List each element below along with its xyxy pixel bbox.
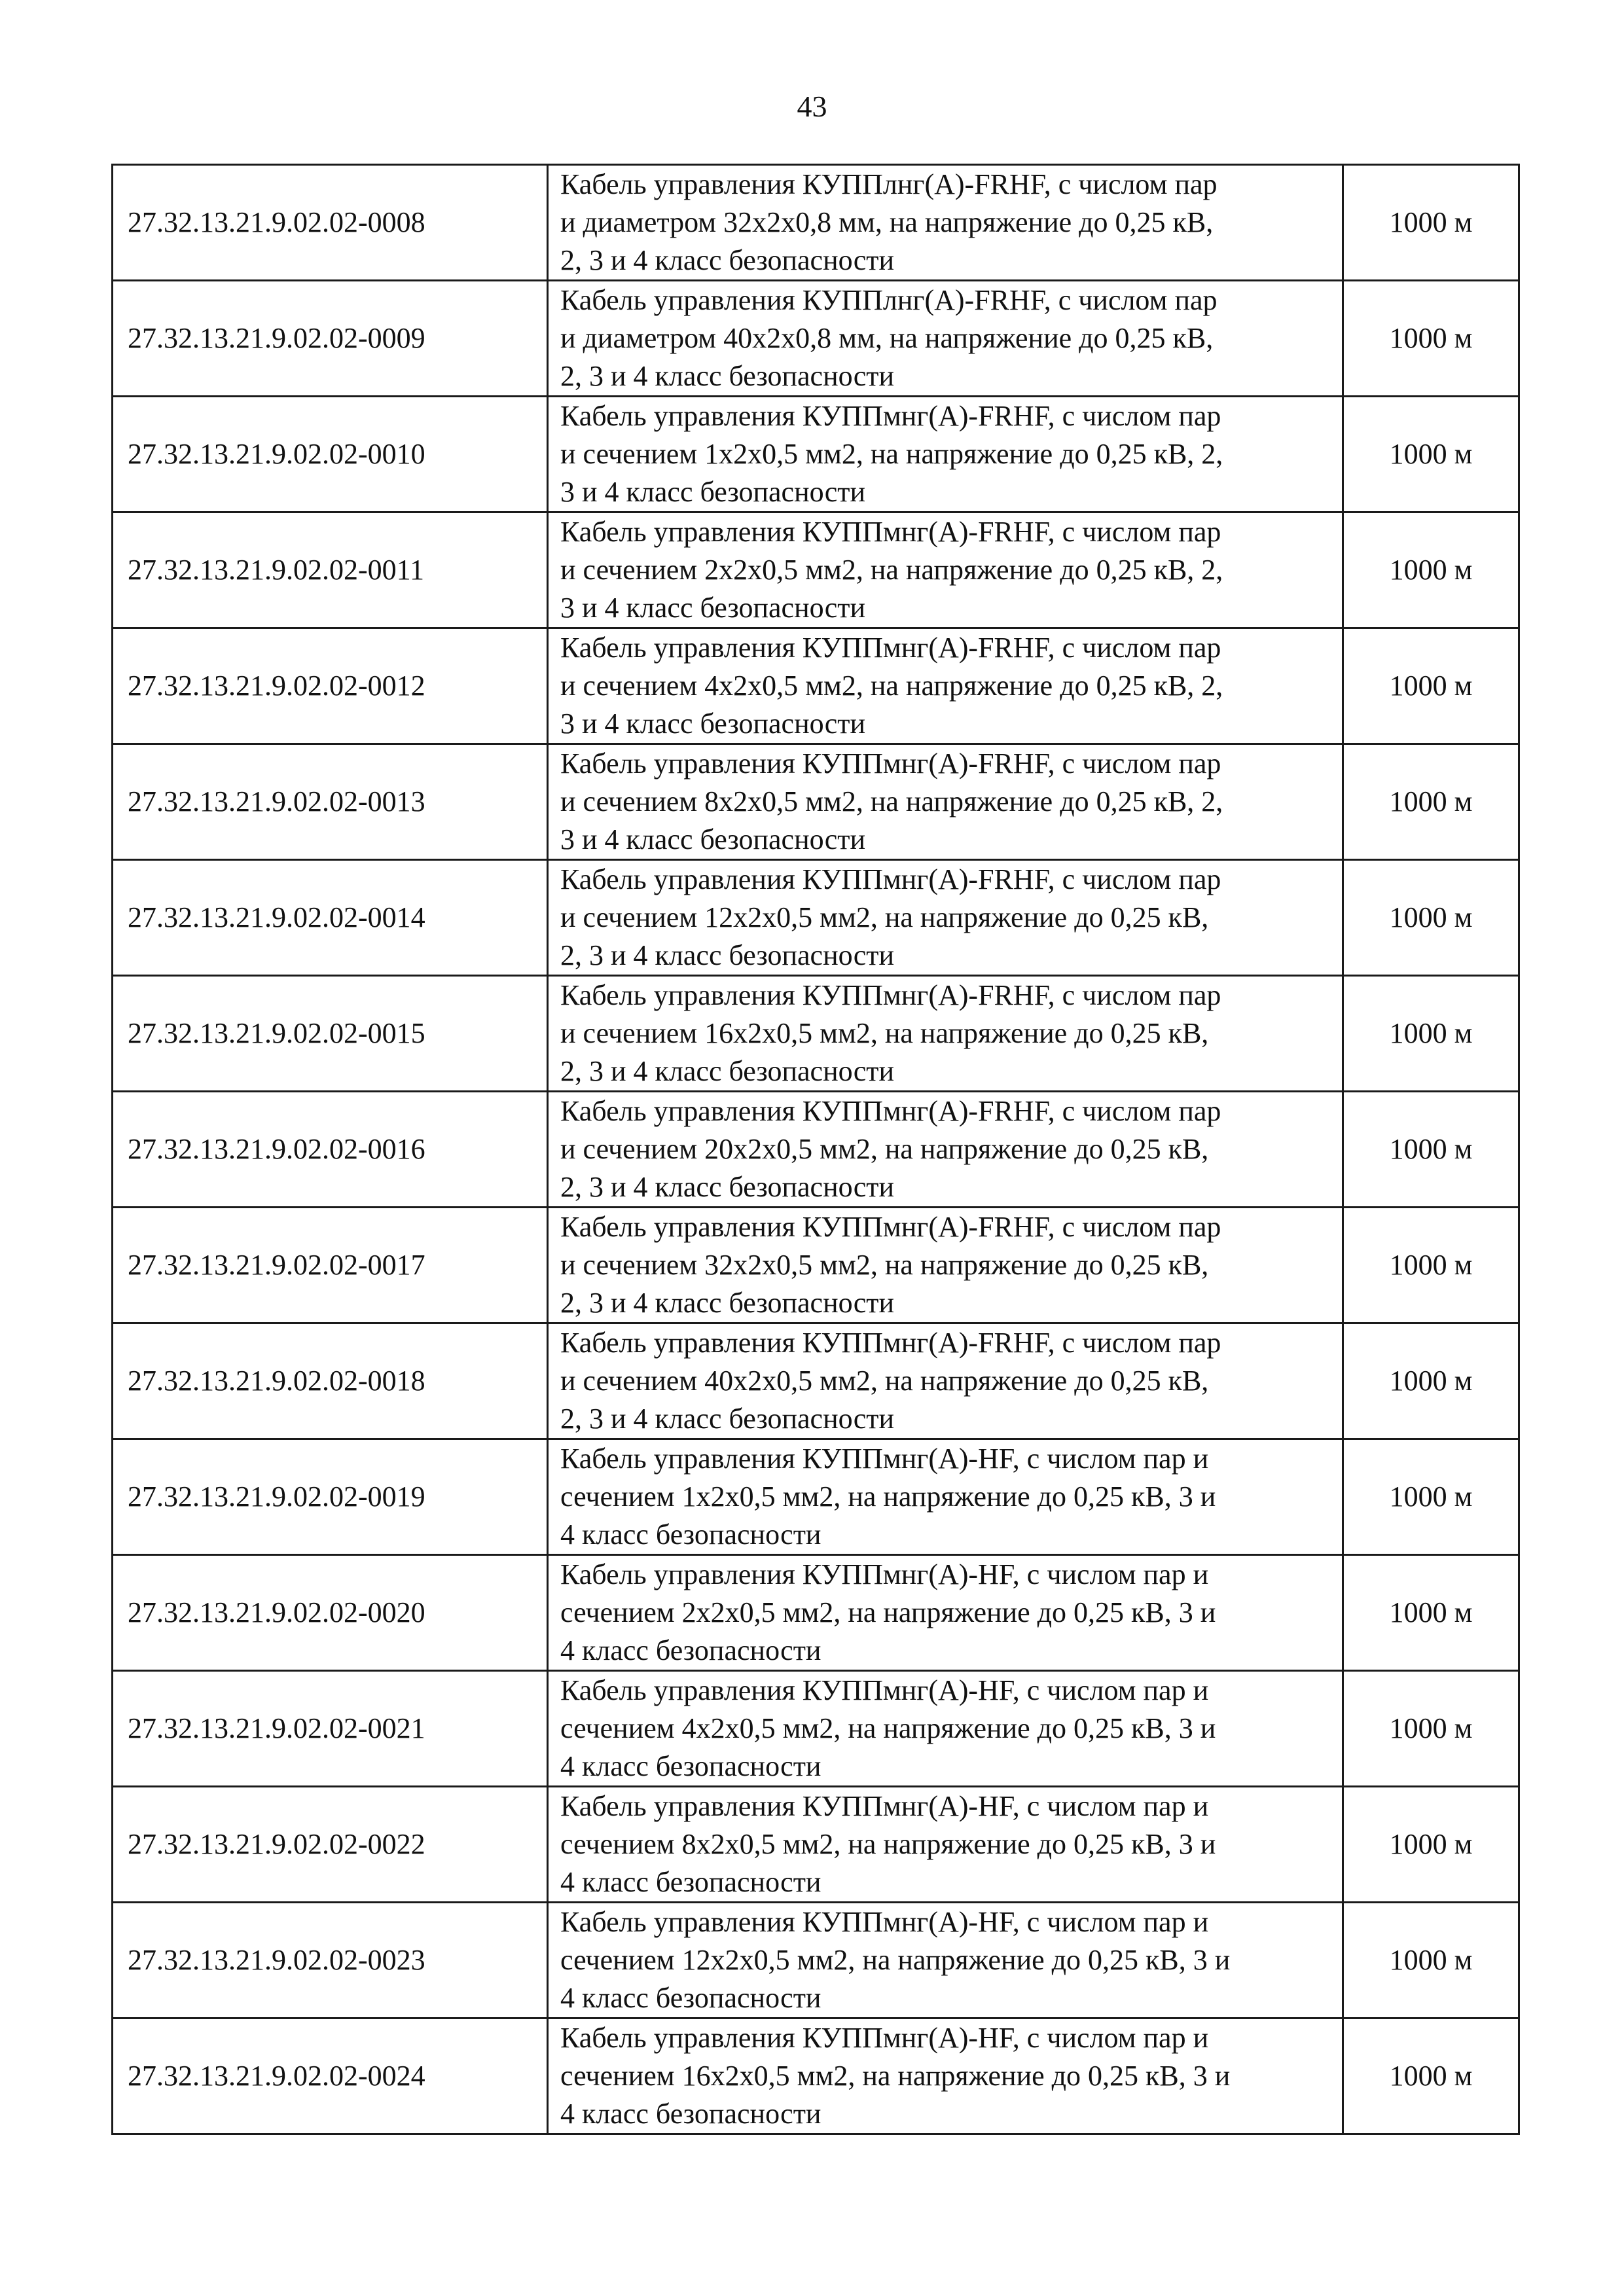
table-row (113, 281, 1519, 397)
unit-cell: 1000 м (1343, 1671, 1519, 1787)
description-line: сечением 4x2x0,5 мм2, на напряжение до 0,25 кВ, 3 и (560, 1712, 1216, 1744)
resource-code-cell: 27.32.13.21.9.02.02-0008 (113, 165, 548, 281)
resource-code-cell: 27.32.13.21.9.02.02-0019 (113, 1439, 548, 1555)
description-cell (548, 1323, 1343, 1439)
table-row (113, 628, 1519, 744)
description-line: 4 класс безопасности (560, 1518, 821, 1551)
unit-cell: 1000 м (1343, 1439, 1519, 1555)
description-line: Кабель управления КУППмнг(А)-FRHF, с числом пар (560, 400, 1221, 432)
description-line: 2, 3 и 4 класс безопасности (560, 244, 895, 276)
description-line: Кабель управления КУППмнг(А)-FRHF, с числом пар (560, 632, 1221, 664)
description-line: Кабель управления КУППмнг(А)-FRHF, с числом пар (560, 863, 1221, 895)
table-row (113, 1439, 1519, 1555)
description-line: Кабель управления КУППмнг(А)-FRHF, с числом пар (560, 1327, 1221, 1359)
description-line: и сечением 16x2x0,5 мм2, на напряжение до 0,25 кВ, (560, 1017, 1209, 1049)
description-line: Кабель управления КУППмнг(А)-HF, с числом пар и (560, 1674, 1209, 1706)
description-line: 4 класс безопасности (560, 2098, 821, 2130)
resource-code-cell: 27.32.13.21.9.02.02-0015 (113, 976, 548, 1092)
description-cell (548, 1208, 1343, 1323)
table-row (113, 397, 1519, 512)
resource-code-cell: 27.32.13.21.9.02.02-0010 (113, 397, 548, 512)
table-row (113, 1092, 1519, 1208)
table-body (113, 165, 1519, 2134)
unit-cell: 1000 м (1343, 976, 1519, 1092)
description-line: Кабель управления КУППмнг(А)-HF, с числом пар и (560, 1443, 1209, 1475)
description-line: 4 класс безопасности (560, 1982, 821, 2014)
description-cell (548, 1439, 1343, 1555)
description-line: и диаметром 32x2x0,8 мм, на напряжение до 0,25 кВ, (560, 206, 1214, 238)
resource-code-cell: 27.32.13.21.9.02.02-0016 (113, 1092, 548, 1208)
description-line: Кабель управления КУППмнг(А)-FRHF, с числом пар (560, 516, 1221, 548)
table-row (113, 1671, 1519, 1787)
description-line: 2, 3 и 4 класс безопасности (560, 360, 895, 392)
description-line: и сечением 40x2x0,5 мм2, на напряжение до 0,25 кВ, (560, 1365, 1209, 1397)
description-line: и сечением 2x2x0,5 мм2, на напряжение до 0,25 кВ, 2, (560, 554, 1223, 586)
description-line: Кабель управления КУППмнг(А)-FRHF, с числом пар (560, 1095, 1221, 1127)
unit-cell: 1000 м (1343, 281, 1519, 397)
description-line: сечением 8x2x0,5 мм2, на напряжение до 0,25 кВ, 3 и (560, 1828, 1216, 1860)
description-line: 4 класс безопасности (560, 1634, 821, 1666)
description-line: Кабель управления КУППмнг(А)-FRHF, с числом пар (560, 747, 1221, 780)
description-cell (548, 1092, 1343, 1208)
description-line: сечением 2x2x0,5 мм2, на напряжение до 0,25 кВ, 3 и (560, 1596, 1216, 1628)
resource-code-cell: 27.32.13.21.9.02.02-0024 (113, 2018, 548, 2134)
resource-code-cell: 27.32.13.21.9.02.02-0011 (113, 512, 548, 628)
table-row (113, 512, 1519, 628)
description-cell (548, 2018, 1343, 2134)
description-line: 3 и 4 класс безопасности (560, 823, 866, 855)
description-line: Кабель управления КУППмнг(А)-FRHF, с числом пар (560, 979, 1221, 1011)
description-line: сечением 1x2x0,5 мм2, на напряжение до 0,25 кВ, 3 и (560, 1480, 1216, 1513)
resource-code-cell: 27.32.13.21.9.02.02-0014 (113, 860, 548, 976)
table-row (113, 1903, 1519, 2018)
description-cell (548, 744, 1343, 860)
description-cell (548, 397, 1343, 512)
description-line: 3 и 4 класс безопасности (560, 708, 866, 740)
resource-code-cell: 27.32.13.21.9.02.02-0022 (113, 1787, 548, 1903)
description-line: 2, 3 и 4 класс безопасности (560, 1171, 895, 1203)
table-row (113, 1208, 1519, 1323)
description-cell (548, 1555, 1343, 1671)
description-cell (548, 860, 1343, 976)
description-line: и сечением 8x2x0,5 мм2, на напряжение до 0,25 кВ, 2, (560, 785, 1223, 817)
unit-cell: 1000 м (1343, 860, 1519, 976)
unit-cell: 1000 м (1343, 165, 1519, 281)
table-row (113, 2018, 1519, 2134)
description-cell (548, 1903, 1343, 2018)
unit-cell: 1000 м (1343, 397, 1519, 512)
description-line: и сечением 1x2x0,5 мм2, на напряжение до 0,25 кВ, 2, (560, 438, 1223, 470)
description-cell (548, 976, 1343, 1092)
description-line: Кабель управления КУППмнг(А)-HF, с числом пар и (560, 1790, 1209, 1822)
description-line: 2, 3 и 4 класс безопасности (560, 1055, 895, 1087)
description-line: Кабель управления КУППмнг(А)-FRHF, с числом пар (560, 1211, 1221, 1243)
description-line: 2, 3 и 4 класс безопасности (560, 1287, 895, 1319)
description-cell (548, 1671, 1343, 1787)
description-line: 4 класс безопасности (560, 1750, 821, 1782)
table-row (113, 744, 1519, 860)
description-cell (548, 1787, 1343, 1903)
unit-cell: 1000 м (1343, 512, 1519, 628)
description-line: 3 и 4 класс безопасности (560, 592, 866, 624)
unit-cell: 1000 м (1343, 1903, 1519, 2018)
description-line: Кабель управления КУППмнг(А)-HF, с числом пар и (560, 1558, 1209, 1590)
resource-code-cell: 27.32.13.21.9.02.02-0018 (113, 1323, 548, 1439)
description-line: 4 класс безопасности (560, 1866, 821, 1898)
table-row (113, 165, 1519, 281)
table-row (113, 1323, 1519, 1439)
resource-code-cell: 27.32.13.21.9.02.02-0017 (113, 1208, 548, 1323)
description-line: Кабель управления КУППлнг(А)-FRHF, с числом пар (560, 168, 1218, 200)
description-line: и сечением 32x2x0,5 мм2, на напряжение до 0,25 кВ, (560, 1249, 1209, 1281)
page-number: 43 (797, 90, 827, 123)
unit-cell: 1000 м (1343, 1208, 1519, 1323)
unit-cell: 1000 м (1343, 2018, 1519, 2134)
unit-cell: 1000 м (1343, 1092, 1519, 1208)
unit-cell: 1000 м (1343, 1555, 1519, 1671)
table-row (113, 976, 1519, 1092)
unit-cell: 1000 м (1343, 1323, 1519, 1439)
description-cell (548, 165, 1343, 281)
resource-code-cell: 27.32.13.21.9.02.02-0013 (113, 744, 548, 860)
description-line: 2, 3 и 4 класс безопасности (560, 1403, 895, 1435)
unit-cell: 1000 м (1343, 1787, 1519, 1903)
table-row (113, 1787, 1519, 1903)
description-line: и диаметром 40x2x0,8 мм, на напряжение до 0,25 кВ, (560, 322, 1214, 354)
description-line: Кабель управления КУППлнг(А)-FRHF, с числом пар (560, 284, 1218, 316)
description-line: 3 и 4 класс безопасности (560, 476, 866, 508)
unit-cell: 1000 м (1343, 628, 1519, 744)
resource-code-cell: 27.32.13.21.9.02.02-0009 (113, 281, 548, 397)
description-line: и сечением 4x2x0,5 мм2, на напряжение до 0,25 кВ, 2, (560, 670, 1223, 702)
table-row (113, 860, 1519, 976)
description-line: Кабель управления КУППмнг(А)-HF, с числом пар и (560, 1906, 1209, 1938)
resource-code-cell: 27.32.13.21.9.02.02-0021 (113, 1671, 548, 1787)
description-line: сечением 12x2x0,5 мм2, на напряжение до 0,25 кВ, 3 и (560, 1944, 1231, 1976)
description-line: и сечением 20x2x0,5 мм2, на напряжение до 0,25 кВ, (560, 1133, 1209, 1165)
table-row (113, 1555, 1519, 1671)
description-cell (548, 512, 1343, 628)
description-line: 2, 3 и 4 класс безопасности (560, 939, 895, 971)
description-line: сечением 16x2x0,5 мм2, на напряжение до 0,25 кВ, 3 и (560, 2060, 1231, 2092)
resource-code-cell: 27.32.13.21.9.02.02-0012 (113, 628, 548, 744)
description-line: и сечением 12x2x0,5 мм2, на напряжение до 0,25 кВ, (560, 901, 1209, 933)
unit-cell: 1000 м (1343, 744, 1519, 860)
resource-code-cell: 27.32.13.21.9.02.02-0020 (113, 1555, 548, 1671)
resource-code-cell: 27.32.13.21.9.02.02-0023 (113, 1903, 548, 2018)
resource-code-table (111, 164, 1520, 2135)
description-cell (548, 281, 1343, 397)
description-cell (548, 628, 1343, 744)
description-line: Кабель управления КУППмнг(А)-HF, с числом пар и (560, 2022, 1209, 2054)
